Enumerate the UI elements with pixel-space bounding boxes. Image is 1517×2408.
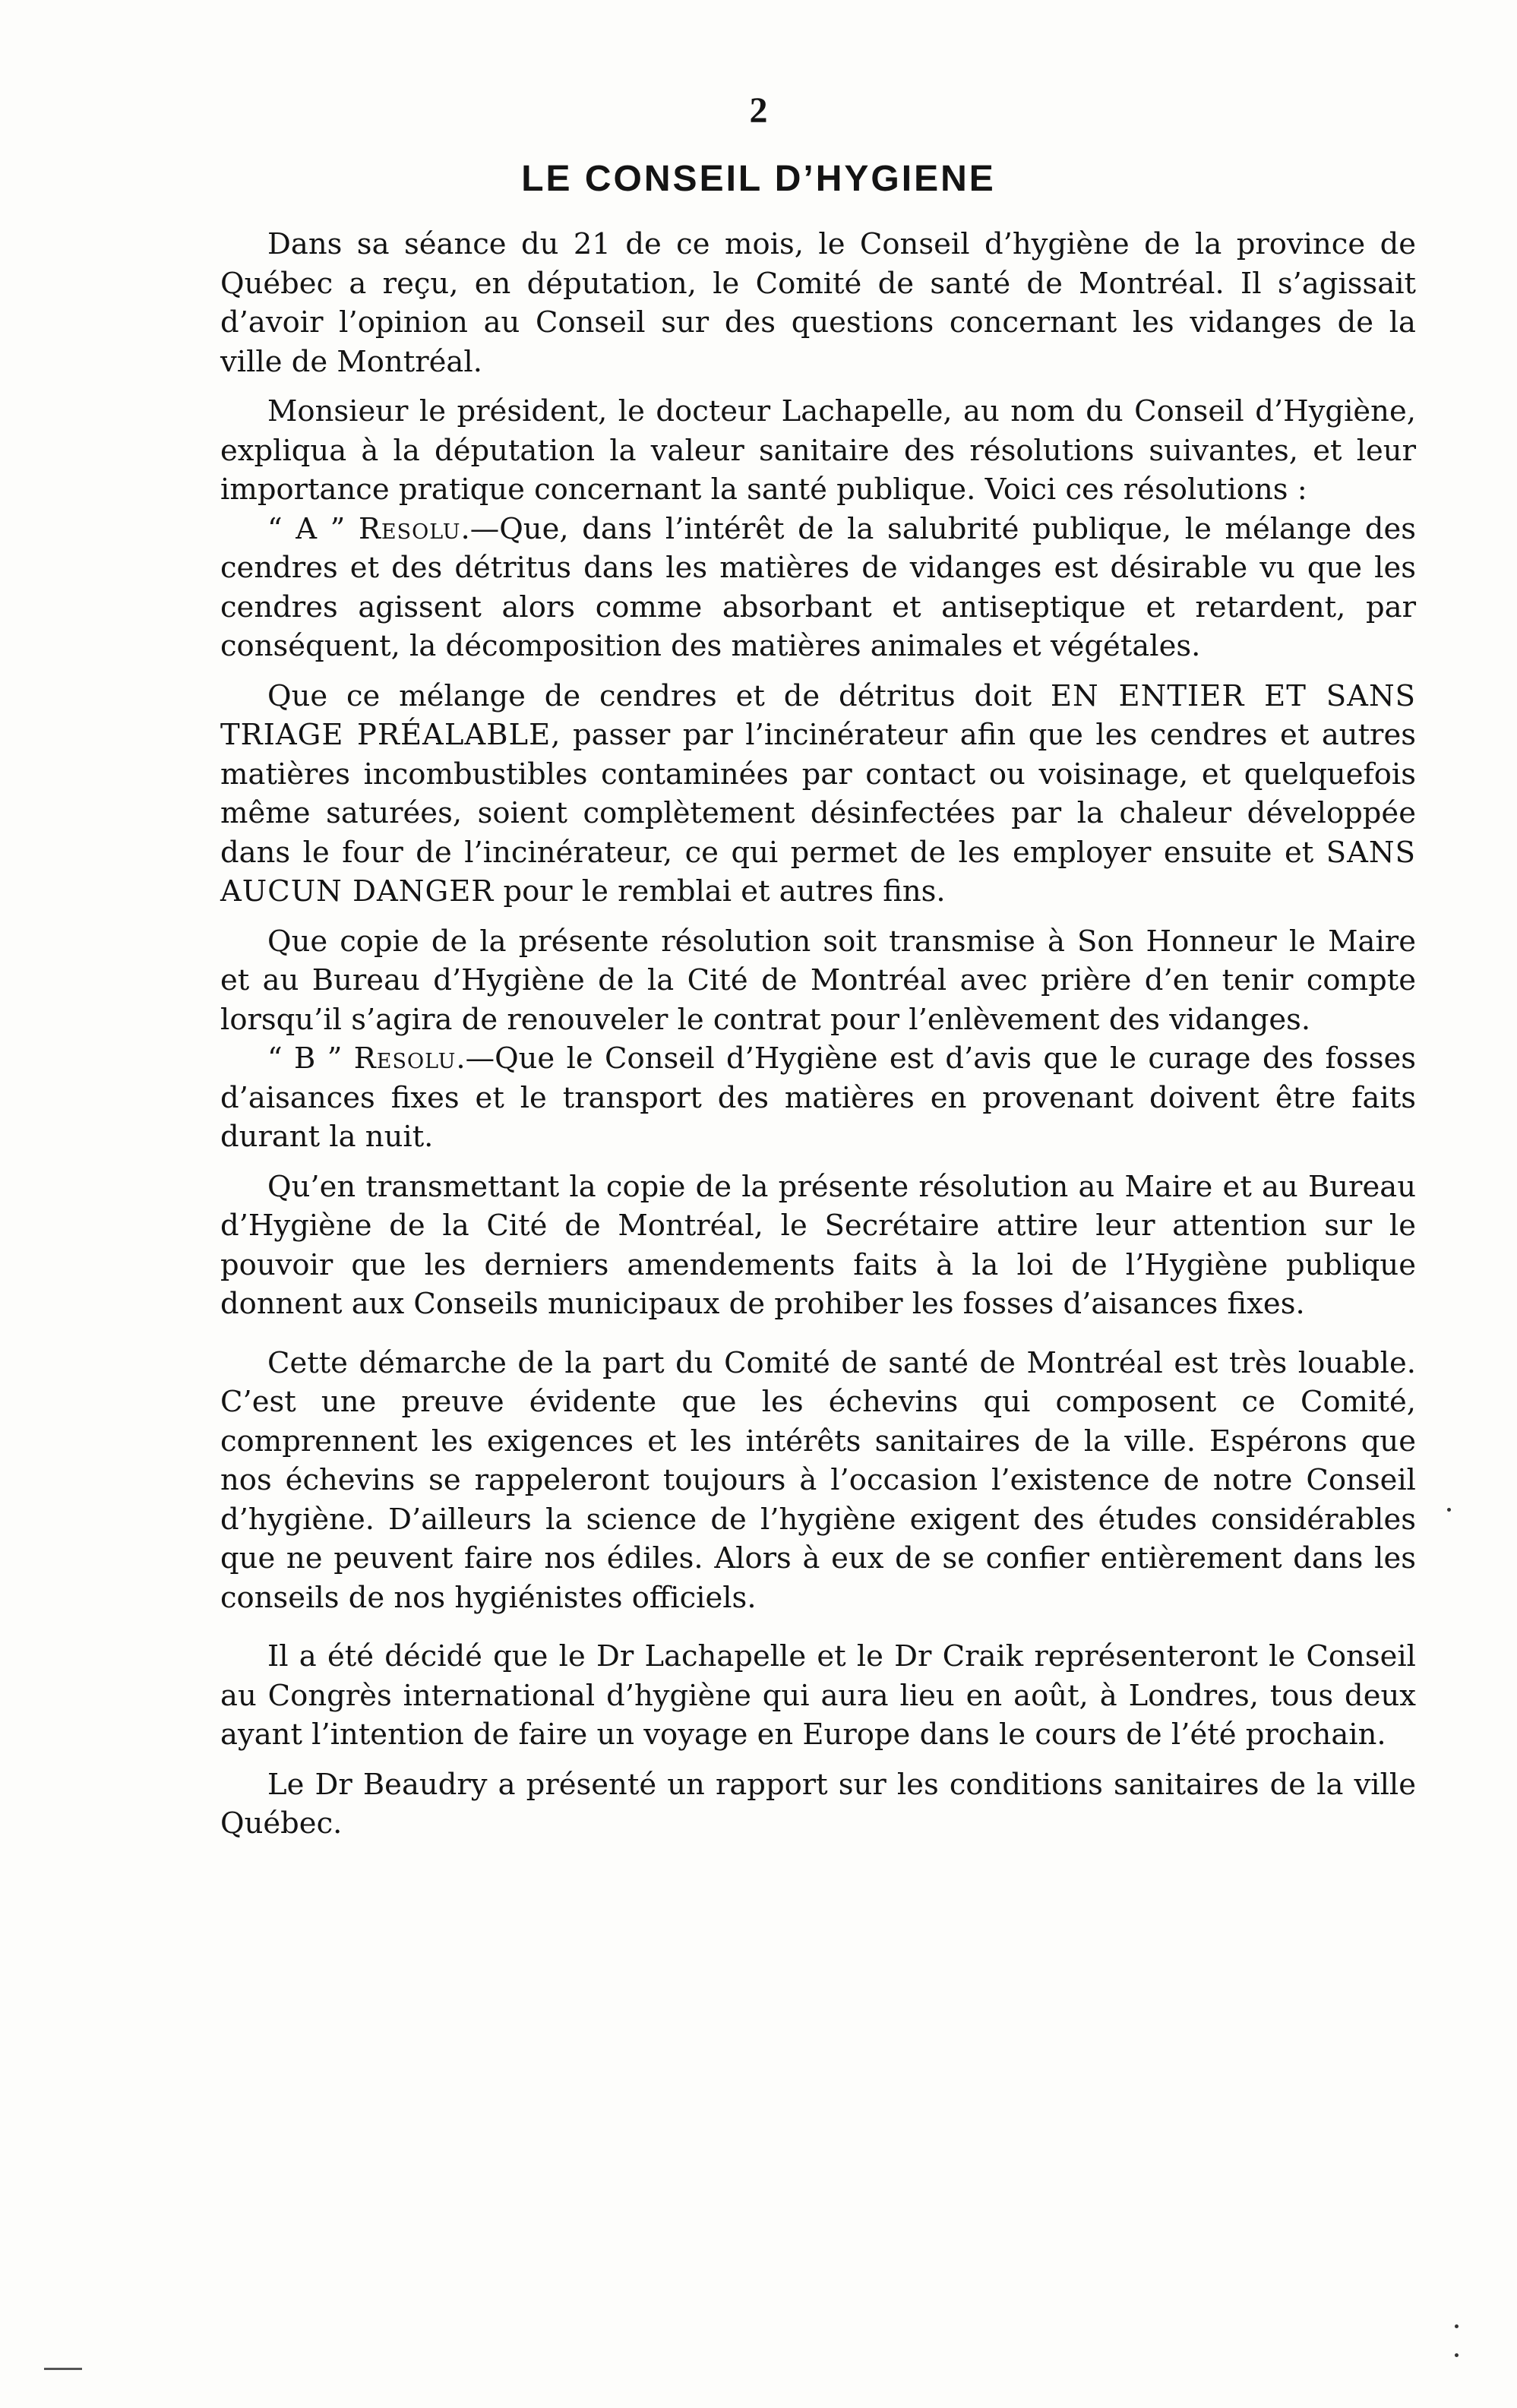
resolution-a-label: “ A ” xyxy=(267,511,359,546)
paragraph-copie: Que copie de la présente résolution soit transmise à Son Honneur le Maire et au Bureau d’Hygiène de la Cité de Montréal avec prière d’en tenir compte lorsqu’il s’agira de renouveler le contrat pour l’enlèvement des vidanges. xyxy=(220,924,1416,1037)
resolution-b-text: .—Que le Conseil d’Hygiène est d’avis que le curage des fosses d’aisances fixes et le transport des matières en provenant doivent être faits durant la nuit. xyxy=(220,1041,1416,1154)
article-title: LE CONSEIL D’HYGIENE xyxy=(521,159,996,199)
melange-caps-2: SANS AUCUN DANGER xyxy=(220,835,1416,909)
scan-speck xyxy=(1447,1508,1451,1512)
paragraph-congres: Il a été décidé que le Dr Lachapelle et le Dr Craik représenteront le Conseil au Congrès international d’hygiène qui aura lieu en août, à Londres, tous deux ayant l’intention de faire un voyage en Europe dans le cours de l’été prochain. xyxy=(220,1639,1416,1752)
paragraph-intro: Dans sa séance du 21 de ce mois, le Conseil d’hygiène de la province de Québec a reçu, en députation, le Comité de santé de Montréal. Il s’agissait d’avoir l’opinion au Conseil sur des questions concernant les vidanges de la ville de Montréal. xyxy=(220,227,1416,379)
resolution-a xyxy=(220,510,1416,666)
melange-caps-1: EN ENTIER ET SANS TRIAGE PRÉALABLE xyxy=(220,678,1417,752)
resolution-b-resolu: Resolu xyxy=(353,1041,457,1076)
page-number: 2 xyxy=(749,90,768,131)
resolution-b-label: “ B ” xyxy=(267,1041,354,1076)
paragraph-president: Monsieur le président, le docteur Lachapelle, au nom du Conseil d’Hygiène, expliqua à la députation la valeur sanitaire des résolutions suivantes, et leur importance pratique concernant la santé publique. Voici ces résolutions : xyxy=(220,394,1416,507)
paragraph-demarche: Cette démarche de la part du Comité de santé de Montréal est très louable. C’est une preuve évidente que les échevins qui composent ce Comité, comprennent les exigences et les intérêts sanitaires de la ville. Espérons que nos échevins se rappeleront toujours à l’occasion l’existence de notre Conseil d’hygiène. D’ailleurs la science de l’hygiène exigent des études considérables que ne peuvent faire nos édiles. Alors à eux de se confier entièrement dans les conseils de nos hygiénistes officiels. xyxy=(220,1345,1416,1615)
scan-margin-mark xyxy=(44,2368,82,2370)
melange-text-c: pour le remblai et autres fins. xyxy=(494,874,946,909)
melange-text-a: Que ce mélange de cendres et de détritus doit xyxy=(267,678,1051,713)
resolution-b xyxy=(220,1039,1416,1157)
paragraph-melange xyxy=(220,677,1416,912)
article-body xyxy=(220,225,1416,1844)
scan-speck xyxy=(1455,2324,1459,2328)
scan-speck xyxy=(1455,2353,1459,2357)
resolution-a-resolu: Resolu xyxy=(358,511,461,546)
melange-text-b: , passer par l’incinérateur afin que les cendres et autres matières incombustibles contaminées par contact ou voisinage, et quelquefois même saturées, soient complètement désinfectées par la chaleur développée dans le four de l’incinérateur, ce qui permet de les employer ensuite et xyxy=(220,718,1416,870)
paragraph-transmettant: Qu’en transmettant la copie de la présente résolution au Maire et au Bureau d’Hygiène de la Cité de Montréal, le Secrétaire attire leur attention sur le pouvoir que les derniers amendements faits à la loi de l’Hygiène publique donnent aux Conseils municipaux de prohiber les fosses d’aisances fixes. xyxy=(220,1169,1416,1321)
resolution-a-text: .—Que, dans l’intérêt de la salubrité publique, le mélange des cendres et des détritus dans les matières de vidanges est désirable vu que les cendres agissent alors comme absorbant et antiseptique et retardent, par conséquent, la décomposition des matières animales et végétales. xyxy=(220,511,1416,663)
paragraph-beaudry: Le Dr Beaudry a présenté un rapport sur les conditions sanitaires de la ville Québec. xyxy=(220,1767,1416,1841)
